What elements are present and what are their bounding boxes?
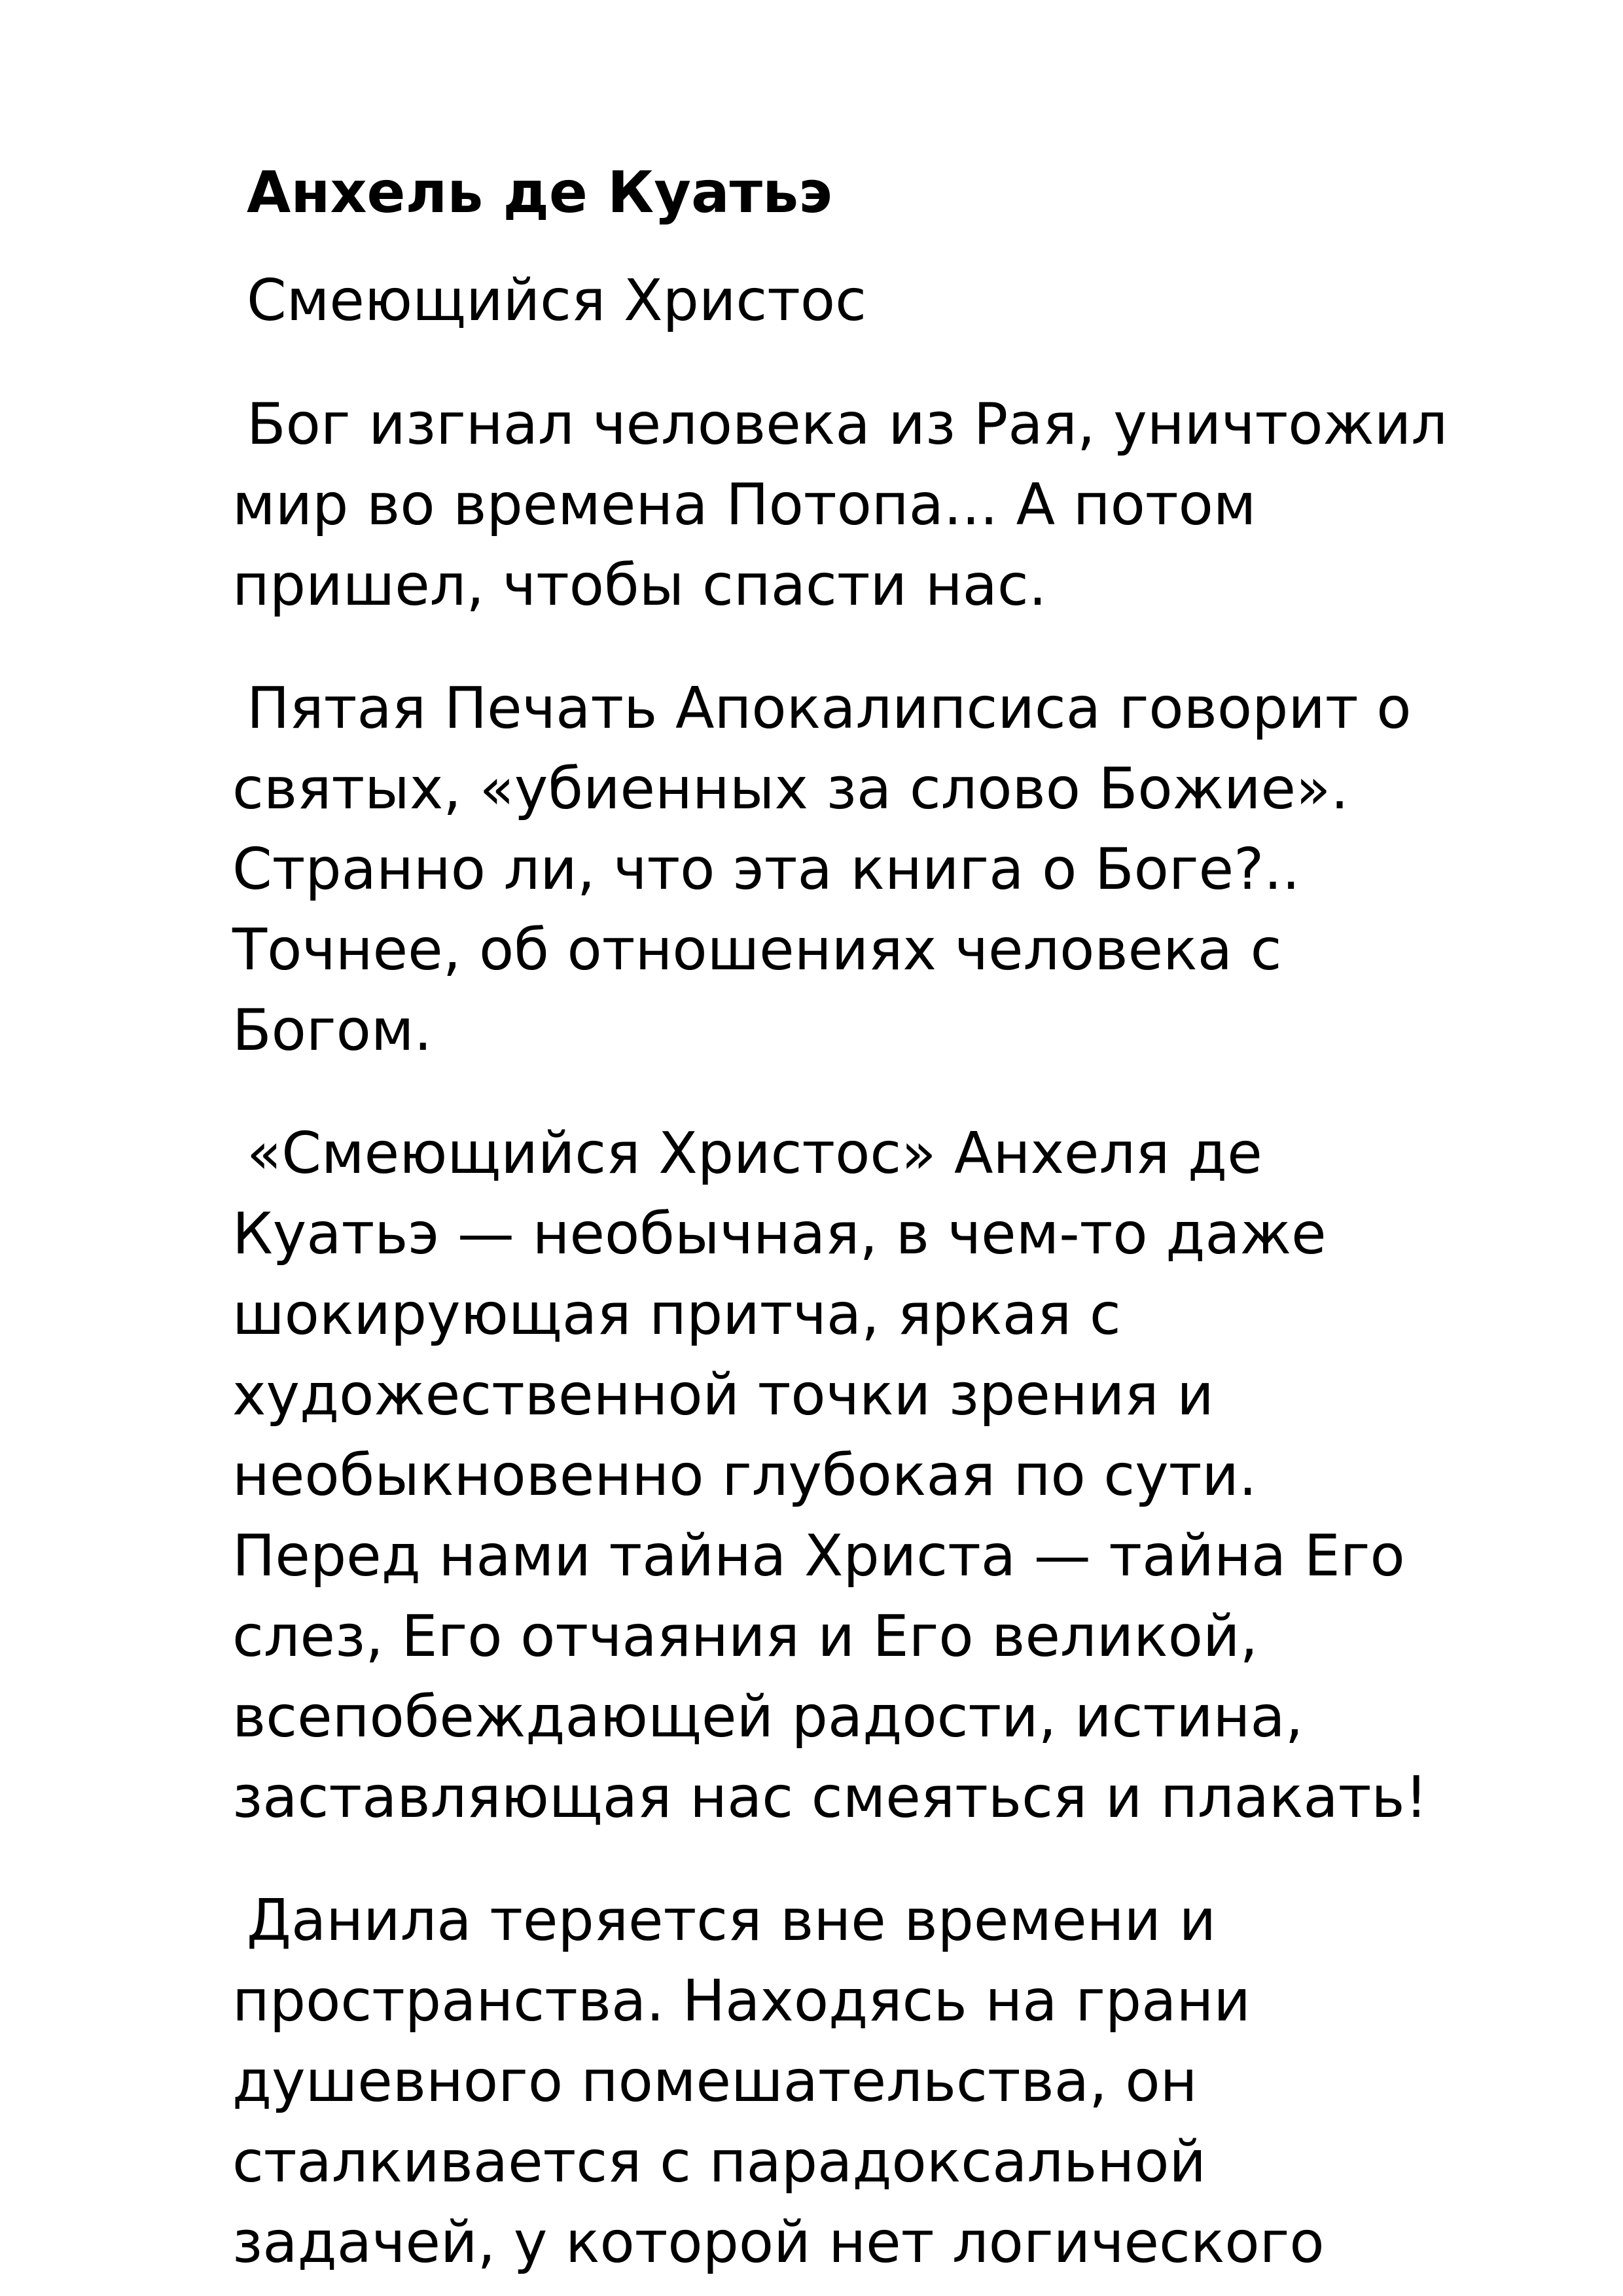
paragraph-1: [232, 384, 1541, 626]
text-line: заставляющая нас смеяться и плакать!: [232, 1764, 1428, 1831]
text-line: пространства. Находясь на грани: [232, 1967, 1251, 2034]
text-line: святых, «убиенных за слово Божие».: [232, 755, 1349, 822]
text-line: задачей, у которой нет логического: [232, 2209, 1325, 2276]
text-line: слез, Его отчаяния и Его великой,: [232, 1603, 1258, 1670]
paragraph-2: [232, 668, 1541, 1071]
page-content: [232, 152, 1541, 2283]
text-line: Перед нами тайна Христа — тайна Его: [232, 1522, 1405, 1589]
book-title: Смеющийся Христос: [247, 267, 866, 334]
text-line: шокирующая притча, яркая с: [232, 1281, 1121, 1348]
paragraph-3: [232, 1113, 1541, 1838]
text-line: необыкновенно глубокая по сути.: [232, 1442, 1257, 1509]
text-line: Странно ли, что эта книга о Боге?..: [232, 836, 1300, 903]
text-line: сталкивается с парадоксальной: [232, 2128, 1206, 2195]
text-line: Пятая Печать Апокалипсиса говорит о: [247, 675, 1412, 742]
text-line: «Смеющийся Христос» Анхеля де: [247, 1120, 1262, 1187]
text-line: всепобеждающей радости, истина,: [232, 1683, 1304, 1750]
paragraph-4: [232, 1880, 1541, 2283]
text-line: Данила теряется вне времени и: [247, 1887, 1217, 1954]
text-line: Куатьэ — необычная, в чем-то даже: [232, 1200, 1327, 1267]
text-line: душевного помешательства, он: [232, 2048, 1198, 2115]
text-line: художественной точки зрения и: [232, 1361, 1214, 1428]
text-line: пришел, чтобы спасти нас.: [232, 552, 1047, 619]
text-line: мир во времена Потопа... А потом: [232, 471, 1257, 538]
text-line: Бог изгнал человека из Рая, уничтожил: [247, 391, 1448, 457]
author-name: Анхель де Куатьэ: [247, 159, 832, 226]
text-line: Богом.: [232, 997, 433, 1064]
text-line: Точнее, об отношениях человека с: [232, 916, 1282, 983]
